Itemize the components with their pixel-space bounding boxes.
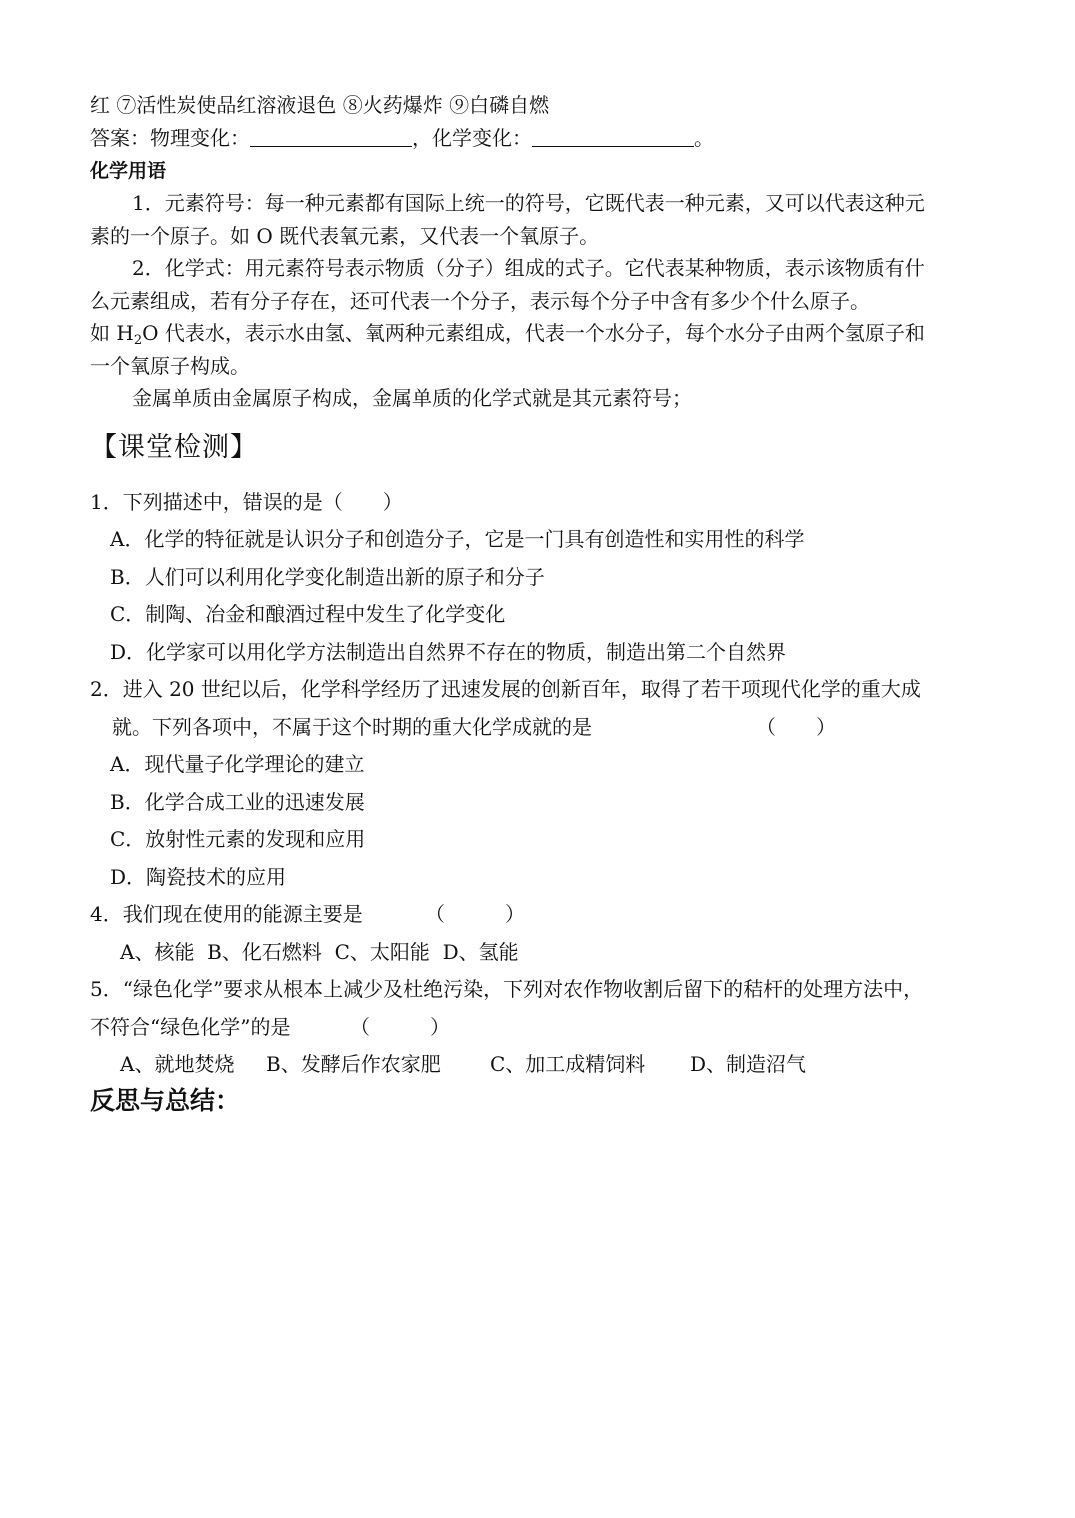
q1-option-c[interactable]: C．制陶、冶金和酿酒过程中发生了化学变化 — [110, 602, 506, 626]
terms-p1-line2: 素的一个原子。如 O 既代表氧元素，又代表一个氧原子。 — [90, 224, 600, 248]
q4-answer-paren[interactable]: （ ） — [425, 902, 525, 926]
intro-line: 红 ⑦活性炭使品红溶液退色 ⑧火药爆炸 ⑨白磷自燃 — [90, 93, 550, 117]
q5-answer-paren[interactable]: （ ） — [350, 1015, 450, 1039]
reflection-title: 反思与总结： — [90, 1086, 241, 1115]
terms-p1-line1: 1．元素符号：每一种元素都有国际上统一的符号，它既代表一种元素，又可以代表这种元 — [132, 191, 925, 215]
q2-stem-line2: 就。下列各项中，不属于这个时期的重大化学成就的是 — [112, 715, 592, 739]
terms-p3: 金属单质由金属原子构成，金属单质的化学式就是其元素符号； — [132, 386, 692, 410]
q2-option-b[interactable]: B．化学合成工业的迅速发展 — [110, 790, 365, 814]
q5-option-d[interactable]: D、制造沼气 — [690, 1052, 807, 1076]
q1-option-d[interactable]: D．化学家可以用化学方法制造出自然界不存在的物质，制造出第二个自然界 — [110, 640, 787, 664]
q5-stem-line1: 5．“绿色化学”要求从根本上减少及杜绝污染，下列对农作物收割后留下的秸杆的处理方法中， — [90, 977, 924, 1001]
q1-option-b[interactable]: B．人们可以利用化学变化制造出新的原子和分子 — [110, 565, 545, 589]
quiz-title: 【课堂检测】 — [90, 432, 258, 463]
answer-line — [90, 125, 714, 151]
h2o-rest: O 代表水，表示水由氢、氧两种元素组成，代表一个水分子，每个水分子由两个氢原子和 — [142, 321, 925, 345]
q5-stem-line2: 不符合“绿色化学”的是 — [90, 1015, 291, 1039]
h2o-prefix: 如 H — [90, 321, 134, 345]
q1-option-a[interactable]: A．化学的特征就是认识分子和创造分子，它是一门具有创造性和实用性的科学 — [110, 527, 805, 551]
terms-p2-line2: 么元素组成，若有分子存在，还可代表一个分子，表示每个分子中含有多少个什么原子。 — [90, 289, 870, 313]
terms-p2-line1: 2．化学式：用元素符号表示物质（分子）组成的式子。它代表某种物质，表示该物质有什 — [132, 256, 925, 280]
q2-answer-paren[interactable]: （ ） — [756, 715, 836, 739]
chemical-change-blank[interactable] — [532, 126, 694, 147]
terms-heading: 化学用语 — [90, 160, 167, 182]
answer-end: 。 — [694, 126, 714, 150]
q4-options[interactable]: A、核能 B、化石燃料 C、太阳能 D、氢能 — [120, 940, 519, 964]
terms-p2-line4: 一个氧原子构成。 — [90, 354, 250, 378]
physical-change-blank[interactable] — [250, 126, 412, 147]
q5-option-b[interactable]: B、发酵后作农家肥 — [266, 1052, 441, 1076]
q4-stem: 4．我们现在使用的能源主要是 — [90, 902, 363, 926]
h2o-subscript: 2 — [133, 333, 143, 348]
q2-option-a[interactable]: A．现代量子化学理论的建立 — [110, 752, 365, 776]
q5-option-c[interactable]: C、加工成精饲料 — [490, 1052, 646, 1076]
q1-stem: 1．下列描述中，错误的是（ ） — [90, 490, 403, 514]
q2-option-c[interactable]: C．放射性元素的发现和应用 — [110, 827, 366, 851]
q2-option-d[interactable]: D．陶瓷技术的应用 — [110, 865, 287, 889]
q2-stem-line1: 2．进入 20 世纪以后，化学科学经历了迅速发展的创新百年，取得了若干项现代化学的重大成 — [90, 677, 921, 701]
answer-mid: ，化学变化： — [412, 126, 532, 150]
terms-p2-line3 — [90, 320, 925, 346]
q5-option-a[interactable]: A、就地焚烧 — [120, 1052, 235, 1076]
answer-prefix: 答案：物理变化： — [90, 126, 250, 150]
